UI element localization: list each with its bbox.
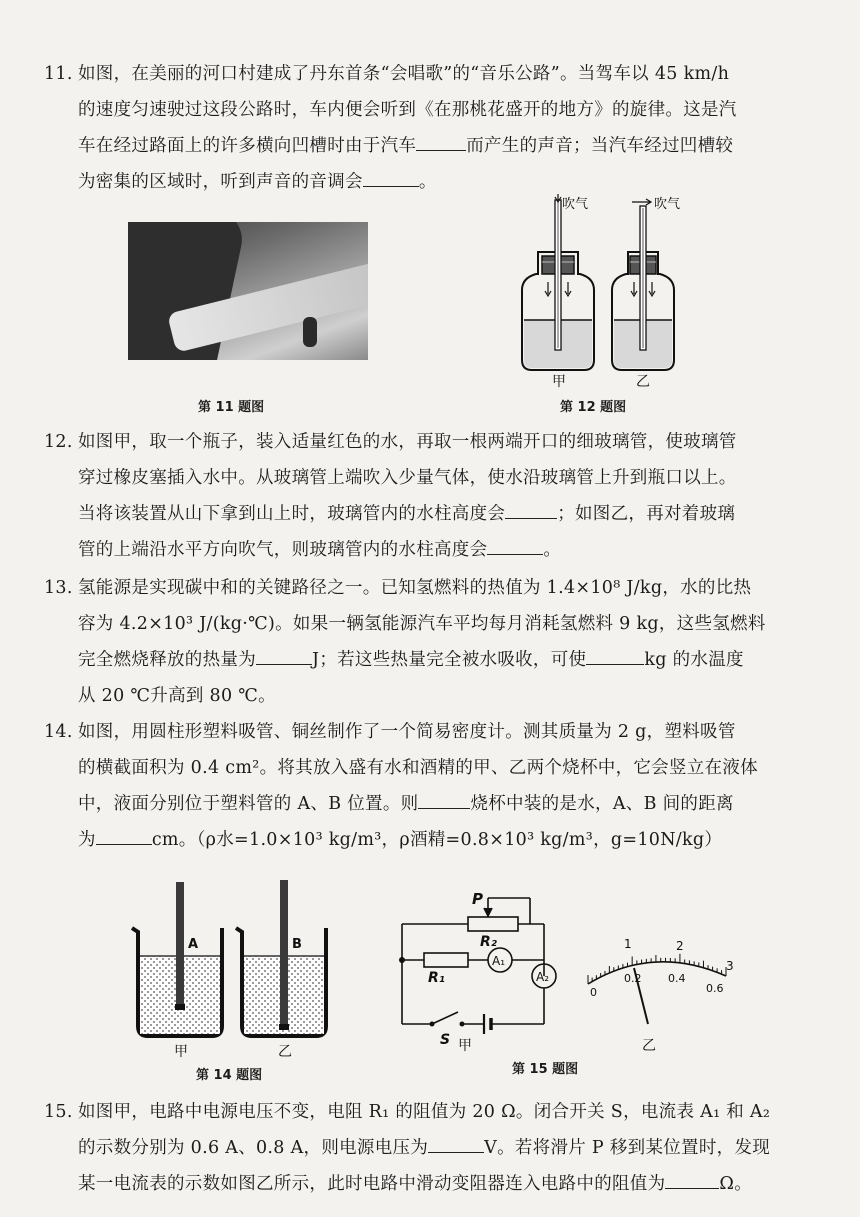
q14-line4b: cm。（ρ水=1.0×10³ kg/m³，ρ酒精=0.8×10³ kg/m³，g=10N/kg） [151, 830, 723, 850]
label-yi: 乙 [636, 374, 650, 390]
answer-blank [256, 644, 312, 665]
answer-blank [586, 644, 644, 665]
scale-bottom-0.2: 0.2 [624, 972, 642, 985]
fig12-bottles-diagram [508, 190, 698, 395]
q12-line2: 穿过橡皮塞插入水中。从玻璃管上端吹入少量气体，使水沿玻璃管上升到瓶口以上。 [78, 468, 737, 488]
q14-line3a: 中，液面分别位于塑料管的 A、B 位置。则 [78, 794, 419, 814]
point-A-label: A [188, 937, 199, 952]
q11-line4a: 为密集的区域时，听到声音的音调会 [78, 172, 363, 192]
q13-line2: 容为 4.2×10³ J/(kg·℃)。如果一辆氢能源汽车平均每月消耗氢燃料 9 kg，这些氢燃料 [78, 614, 766, 634]
question-15 [44, 1094, 814, 1202]
scale-bottom-0.6: 0.6 [706, 982, 724, 995]
answer-blank [428, 1132, 484, 1153]
answer-blank [96, 824, 152, 845]
label-jia: 甲 [458, 1038, 472, 1054]
label-jia: 甲 [552, 374, 566, 390]
music-road-photo [128, 222, 368, 360]
fig14-beakers-diagram [128, 876, 328, 1061]
bottle-yi [612, 199, 674, 370]
q11-line4b: 。 [418, 172, 437, 192]
answer-blank [416, 130, 466, 151]
label-yi: 乙 [278, 1044, 292, 1060]
answer-blank [665, 1168, 719, 1189]
ammeter-A1-label: A₁ [492, 954, 506, 968]
q14-line3b: 烧杯中装的是水，A、B 间的距离 [470, 794, 734, 814]
label-jia: 甲 [174, 1044, 188, 1060]
fig15-circuit-diagram [392, 884, 748, 1054]
ammeter-A2-label: A₂ [536, 970, 550, 984]
q15-line3b: Ω。 [719, 1174, 753, 1194]
scale-bottom-0.4: 0.4 [668, 972, 686, 985]
bottle-jia [522, 194, 594, 370]
q11-line3b: 而产生的声音；当汽车经过凹槽较 [466, 136, 734, 156]
blow-label-jia: 吹气 [562, 197, 589, 212]
beaker-yi [236, 880, 326, 1036]
beaker-jia [132, 882, 222, 1036]
question-12 [44, 424, 814, 568]
circuit [402, 898, 556, 1034]
q11-line2: 的速度匀速驶过这段公路时，车内便会听到《在那桃花盛开的地方》的旋律。这是汽 [78, 100, 737, 120]
q12-line3a: 当将该装置从山下拿到山上时，玻璃管内的水柱高度会 [78, 504, 506, 524]
answer-blank [418, 788, 470, 809]
question-13 [44, 570, 814, 714]
answer-blank [505, 498, 557, 519]
scale-bottom-0: 0 [590, 986, 597, 999]
q13-line3c: kg 的水温度 [644, 650, 744, 670]
q15-line2a: 的示数分别为 0.6 A、0.8 A，则电源电压为 [78, 1138, 429, 1158]
question-number: 14. [44, 722, 73, 742]
q11-line1: 如图，在美丽的河口村建成了丹东首条“会唱歌”的“音乐公路”。当驾车以 45 km/h [78, 64, 730, 84]
point-B-label: B [292, 937, 302, 952]
question-11 [44, 56, 814, 200]
fig11-caption: 第 11 题图 [198, 400, 265, 415]
question-number: 12. [44, 432, 73, 452]
question-number: 11. [44, 64, 73, 84]
slider-P-label: P [472, 890, 483, 908]
fig15-caption: 第 15 题图 [512, 1062, 579, 1077]
scale-top-1: 1 [624, 937, 632, 951]
fig12-caption: 第 12 题图 [560, 400, 627, 415]
q15-line1: 如图甲，电路中电源电压不变，电阻 R₁ 的阻值为 20 Ω。闭合开关 S，电流表 A₁ 和 A₂ [78, 1102, 771, 1122]
answer-blank [363, 166, 419, 187]
ammeter-scale [588, 962, 726, 984]
q12-line1: 如图甲，取一个瓶子，装入适量红色的水，再取一根两端开口的细玻璃管，使玻璃管 [78, 432, 737, 452]
scale-top-3: 3 [726, 959, 734, 973]
scale-top-2: 2 [676, 939, 684, 953]
q14-line1: 如图，用圆柱形塑料吸管、铜丝制作了一个简易密度计。测其质量为 2 g，塑料吸管 [78, 722, 736, 742]
q12-line4a: 管的上端沿水平方向吹气，则玻璃管内的水柱高度会 [78, 540, 488, 560]
q13-line3a: 完全燃烧释放的热量为 [78, 650, 256, 670]
label-yi: 乙 [642, 1038, 656, 1054]
q11-line3a: 车在经过路面上的许多横向凹槽时由于汽车 [78, 136, 417, 156]
q13-line3b: J；若这些热量完全被水吸收，可使 [312, 650, 587, 670]
switch-S-label: S [440, 1032, 451, 1048]
q13-line4: 从 20 ℃升高到 80 ℃。 [78, 686, 276, 706]
answer-blank [487, 534, 543, 555]
q13-line1: 氢能源是实现碳中和的关键路径之一。已知氢燃料的热值为 1.4×10⁸ J/kg，水的比热 [78, 578, 752, 598]
question-number: 13. [44, 578, 73, 598]
question-14 [44, 714, 814, 858]
q14-line2: 的横截面积为 0.4 cm²。将其放入盛有水和酒精的甲、乙两个烧杯中，它会竖立在液体 [78, 758, 758, 778]
q14-line4a: 为 [78, 830, 96, 850]
question-number: 15. [44, 1102, 73, 1122]
q12-line3b: ；如图乙，再对着玻璃 [557, 504, 736, 524]
q12-line4b: 。 [543, 540, 562, 560]
fig14-caption: 第 14 题图 [196, 1068, 263, 1083]
q15-line3a: 某一电流表的示数如图乙所示，此时电路中滑动变阻器连入电路中的阻值为 [78, 1174, 666, 1194]
blow-label-yi: 吹气 [654, 197, 681, 212]
R1-label: R₁ [428, 970, 445, 986]
R2-label: R₂ [480, 934, 497, 950]
q15-line2b: V。若将滑片 P 移到某位置时，发现 [484, 1138, 771, 1158]
